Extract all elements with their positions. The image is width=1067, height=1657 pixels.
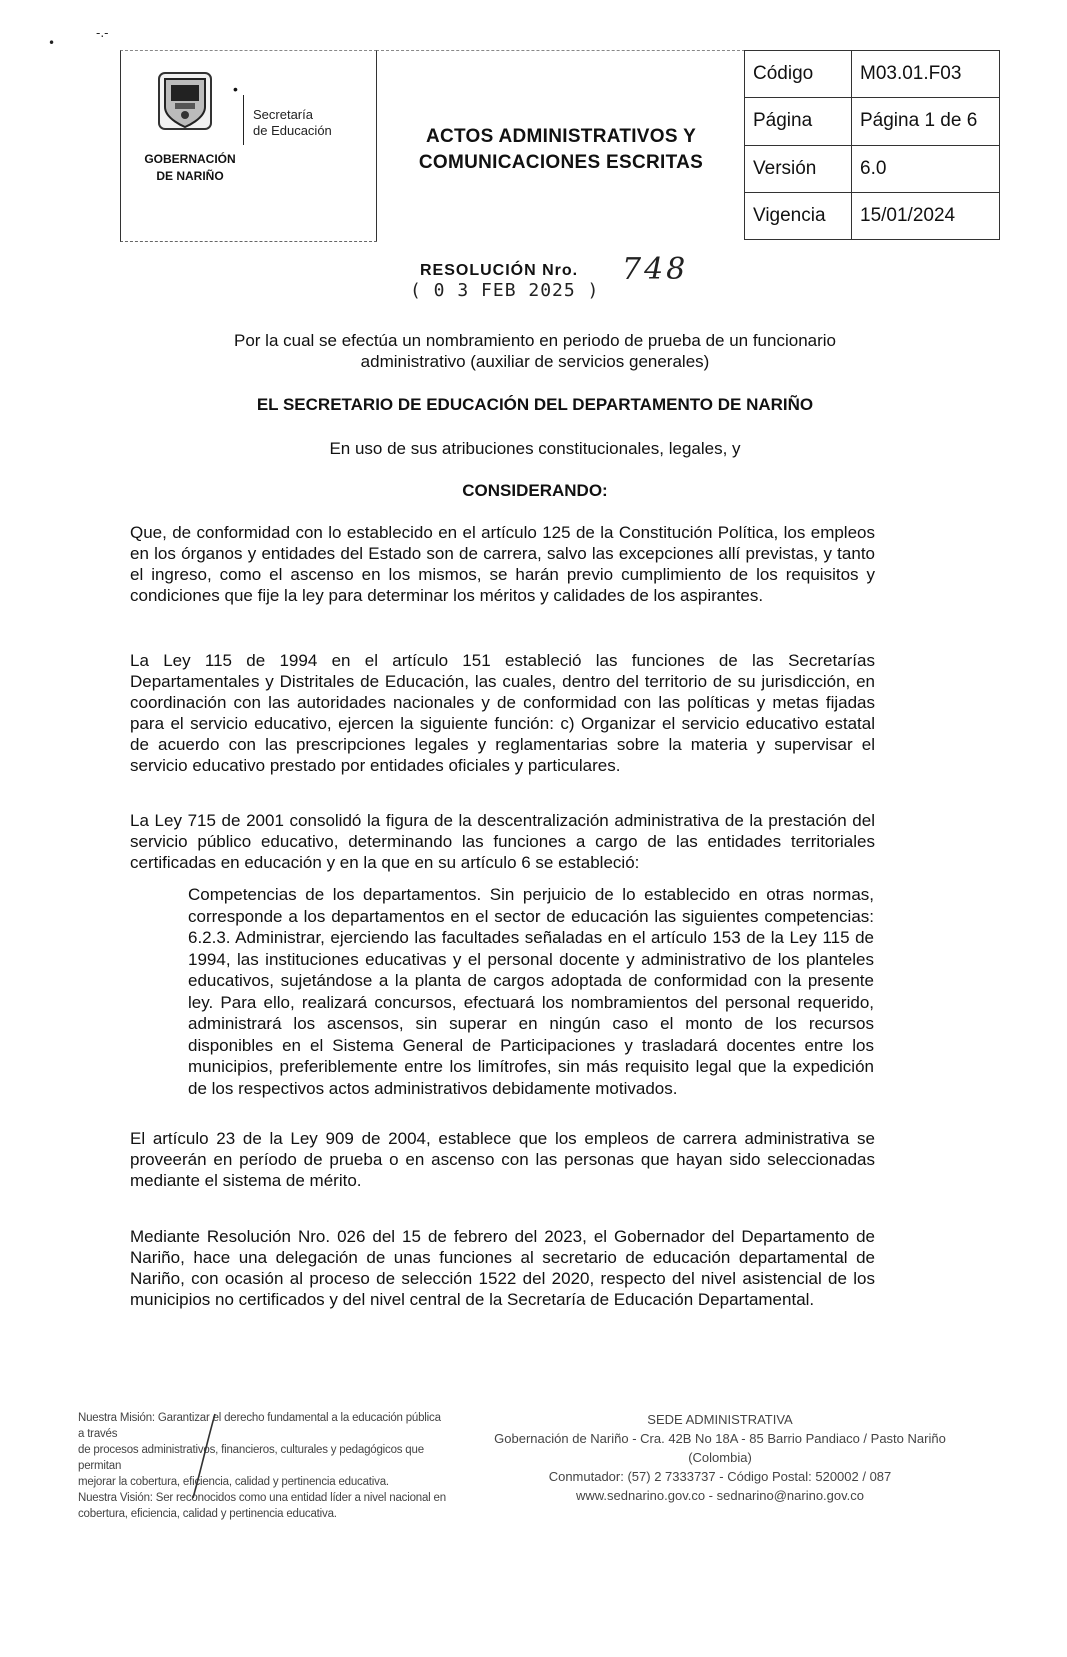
resolution-label: RESOLUCIÓN Nro.: [420, 262, 579, 279]
logo-subtitle: [253, 107, 332, 139]
meta-key: Versión: [745, 145, 852, 192]
meta-key: Vigencia: [745, 192, 852, 239]
purpose-line2: administrativo (auxiliar de servicios generales): [360, 352, 710, 371]
document-meta-table: [744, 50, 1000, 240]
footer-left-line: de procesos administrativos, financieros, culturales y pedagógicos que permitan: [78, 1444, 424, 1472]
meta-value: M03.01.F03: [852, 51, 1000, 98]
coat-of-arms-icon: [153, 69, 217, 133]
footer-right-line: Conmutador: (57) 2 7333737 - Código Postal: 520002 / 087: [548, 1469, 892, 1484]
paragraph-5: Mediante Resolución Nro. 026 del 15 de febrero del 2023, el Gobernador del Departamento de Nariño, hace una delegación de unas funciones al secretario de educación departamental de Nariño, con ocasión al proceso de selección 1522 del 2020, respecto del nivel asistencial de los municipios no certificados y del nivel central de la Secretaría de Educación Departamental.: [130, 1227, 875, 1309]
footer-left-line: mejorar la cobertura, eficiencia, calidad y pertinencia educativa.: [78, 1476, 389, 1488]
footer-left-line: cobertura, eficiencia, calidad y pertinencia educativa.: [78, 1508, 337, 1520]
paragraph-3: La Ley 715 de 2001 consolidó la figura de la descentralización administrativa de la prestación del servicio público educativo, determinando las funciones a cargo de las entidades territoriales certificadas en educación y en la que en su artículo 6 se estableció:: [130, 811, 875, 872]
document-type-title: [376, 50, 745, 241]
logo-name: [135, 151, 245, 185]
paragraph-2: La Ley 115 de 1994 en el artículo 151 estableció las funciones de las Secretarías Departamentales y Distritales de Educación, las cuales, dentro del territorio de su jurisdicción, en coordinación con las autoridades nacionales y de conformidad con las políticas y metas fijadas para el servicio educativo, ejercen la siguiente función: c) Organizar el servicio educativo estatal de acuerdo con las prescripciones legales y reglamentarias sobre la materia y supervisar el servicio educativo prestado por entidades oficiales y particulares.: [130, 651, 875, 775]
logo-divider: [243, 95, 244, 145]
logo-name-line1: GOBERNACIÓN: [144, 152, 236, 166]
footer-right-line: Gobernación de Nariño - Cra. 42B No 18A - 85 Barrio Pandiaco / Pasto Nariño (Colombia): [494, 1431, 946, 1465]
footer-left-line: Nuestra Misión: Garantizar el derecho fundamental a la educación pública a través: [78, 1412, 441, 1440]
resolution-purpose: [130, 330, 940, 372]
footer-mission: [78, 1410, 448, 1522]
authority-heading: EL SECRETARIO DE EDUCACIÓN DEL DEPARTAMENTO DE NARIÑO: [256, 395, 814, 414]
title-line1: ACTOS ADMINISTRATIVOS Y: [425, 126, 697, 147]
meta-row: [745, 192, 1000, 239]
meta-row: [745, 51, 1000, 98]
purpose-line1: Por la cual se efectúa un nombramiento en periodo de prueba de un funcionario: [233, 331, 836, 350]
meta-row: [745, 145, 1000, 192]
logo-dot: •: [233, 81, 238, 97]
title-line2: COMUNICACIONES ESCRITAS: [418, 152, 704, 173]
scan-speck: •: [48, 36, 56, 50]
scan-speck: -.-: [96, 26, 109, 40]
meta-value: Página 1 de 6: [852, 98, 1000, 145]
footer-right-line: www.sednarino.gov.co - sednarino@narino.gov.co: [575, 1488, 865, 1503]
meta-key: Código: [745, 51, 852, 98]
meta-key: Página: [745, 98, 852, 145]
logo-name-line2: DE NARIÑO: [156, 169, 224, 183]
logo-sub-line1: Secretaría: [253, 107, 313, 122]
footer-address: [470, 1410, 970, 1505]
resolution-number: 748: [622, 252, 689, 287]
logo-sub-line2: de Educación: [253, 123, 332, 138]
legal-quote: Competencias de los departamentos. Sin perjuicio de lo establecido en otras normas, corresponde a los departamentos en el sector de educación las siguientes competencias: 6.2.3. Administrar, ejerciendo las facultades señaladas en el artículo 153 de la Ley 115 de 1994, las instituciones educativas y el personal docente y administrativo de los planteles educativos, sujetándose a la planta de cargos adoptada de conformidad con la presente ley. Para ello, realizará concursos, efectuará los nombramientos del personal requerido, administrará los ascensos, sin superar en ningún caso el monto de los recursos disponibles en el Sistema General de Participaciones y trasladará docentes entre los municipios, preferiblemente entre los limítrofes, sin más requisito legal que la expedición de los respectivos actos administrativos debidamente motivados.: [188, 885, 874, 1098]
meta-value: 6.0: [852, 145, 1000, 192]
signature-stroke: [185, 1412, 225, 1502]
meta-row: [745, 98, 1000, 145]
paragraph-4: El artículo 23 de la Ley 909 de 2004, establece que los empleos de carrera administrativa se proveerán en período de prueba o en ascenso con las personas que hayan sido seleccionadas mediante el sistema de mérito.: [130, 1129, 875, 1190]
logo-block: [120, 50, 377, 242]
paragraph-1: Que, de conformidad con lo establecido en el artículo 125 de la Constitución Política, los empleos en los órganos y entidades del Estado son de carrera, salvo las excepciones allí previstas, y tanto el ingreso, como el ascenso en los mismos, se harán previo cumplimiento de los requisitos y condiciones que fije la ley para determinar los méritos y calidades de los aspirantes.: [130, 523, 875, 605]
resolution-date-stamp: ( 0 3 FEB 2025 ): [410, 280, 600, 301]
meta-value: 15/01/2024: [852, 192, 1000, 239]
document-header: [120, 50, 1000, 240]
considering-heading: CONSIDERANDO:: [462, 481, 608, 500]
footer-left-line: Nuestra Visión: Ser reconocidos como una entidad líder a nivel nacional en: [78, 1492, 446, 1504]
powers-line: En uso de sus atribuciones constitucionales, legales, y: [329, 439, 741, 458]
footer-right-line: SEDE ADMINISTRATIVA: [647, 1412, 793, 1427]
